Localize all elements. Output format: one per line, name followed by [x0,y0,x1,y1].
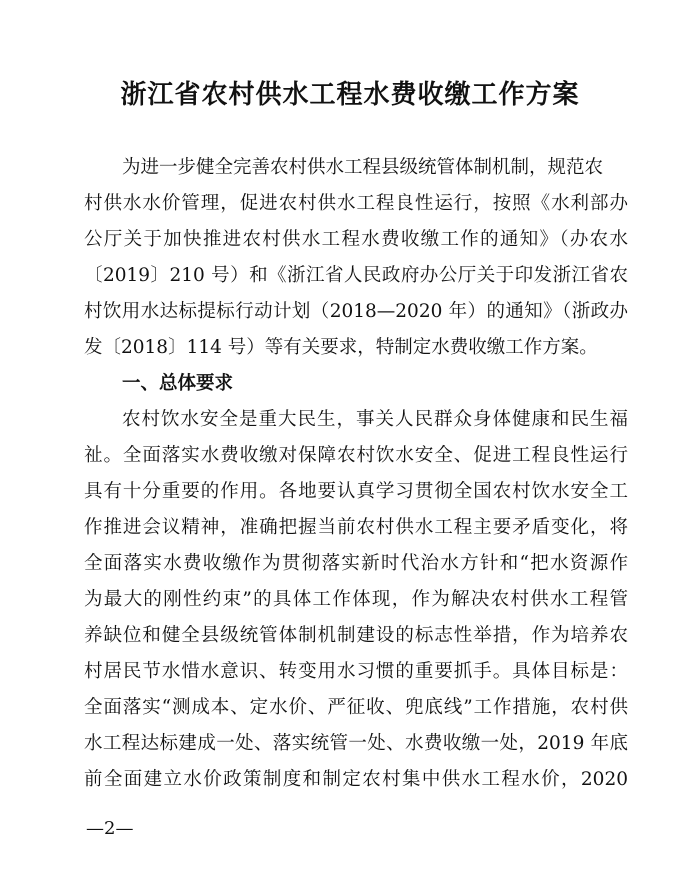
page-number: —2— [86,818,134,839]
paragraph-line: 养缺位和健全县级统管体制机制建设的标志性举措，作为培养农 [84,625,628,646]
paragraph-line: 为进一步健全完善农村供水工程县级统管体制机制，规范农 [122,157,604,178]
document-body [84,150,628,798]
paragraph-line: 水工程达标建成一处、落实统管一处、水费收缴一处，2019 年底 [84,733,628,754]
paragraph-line: 村居民节水惜水意识、转变用水习惯的重要抓手。具体目标是： [84,661,628,682]
paragraph-line: 全面落实水费收缴作为贯彻落实新时代治水方针和“把水资源作 [84,553,628,574]
paragraph-line: 前全面建立水价政策制度和制定农村集中供水工程水价，2020 [84,769,628,790]
paragraph-line: 公厅关于加快推进农村供水工程水费收缴工作的通知》（办农水 [84,229,628,250]
paragraph-line: 农村饮水安全是重大民生，事关人民群众身体健康和民生福 [122,409,628,430]
paragraph-line: 发〔2018〕114 号）等有关要求，特制定水费收缴工作方案。 [84,337,598,358]
paragraph-line: 全面落实“测成本、定水价、严征收、兜底线”工作措施，农村供 [84,697,628,718]
paragraph-line: 〔2019〕210 号）和《浙江省人民政府办公厅关于印发浙江省农 [84,265,628,286]
paragraph-line: 祉。全面落实水费收缴对保障农村饮水安全、促进工程良性运行 [84,445,628,466]
paragraph-line: 村供水水价管理，促进农村供水工程良性运行，按照《水利部办 [84,193,628,214]
section-heading: 一、总体要求 [122,373,234,394]
document-title: 浙江省农村供水工程水费收缴工作方案 [120,80,580,110]
paragraph-line: 村饮用水达标提标行动计划（2018—2020 年）的通知》（浙政办 [84,301,628,322]
paragraph-line: 作推进会议精神，准确把握当前农村供水工程主要矛盾变化，将 [84,517,628,538]
paragraph-line: 具有十分重要的作用。各地要认真学习贯彻全国农村饮水安全工 [84,481,628,502]
paragraph-line: 为最大的刚性约束”的具体工作体现，作为解决农村供水工程管 [84,589,628,610]
